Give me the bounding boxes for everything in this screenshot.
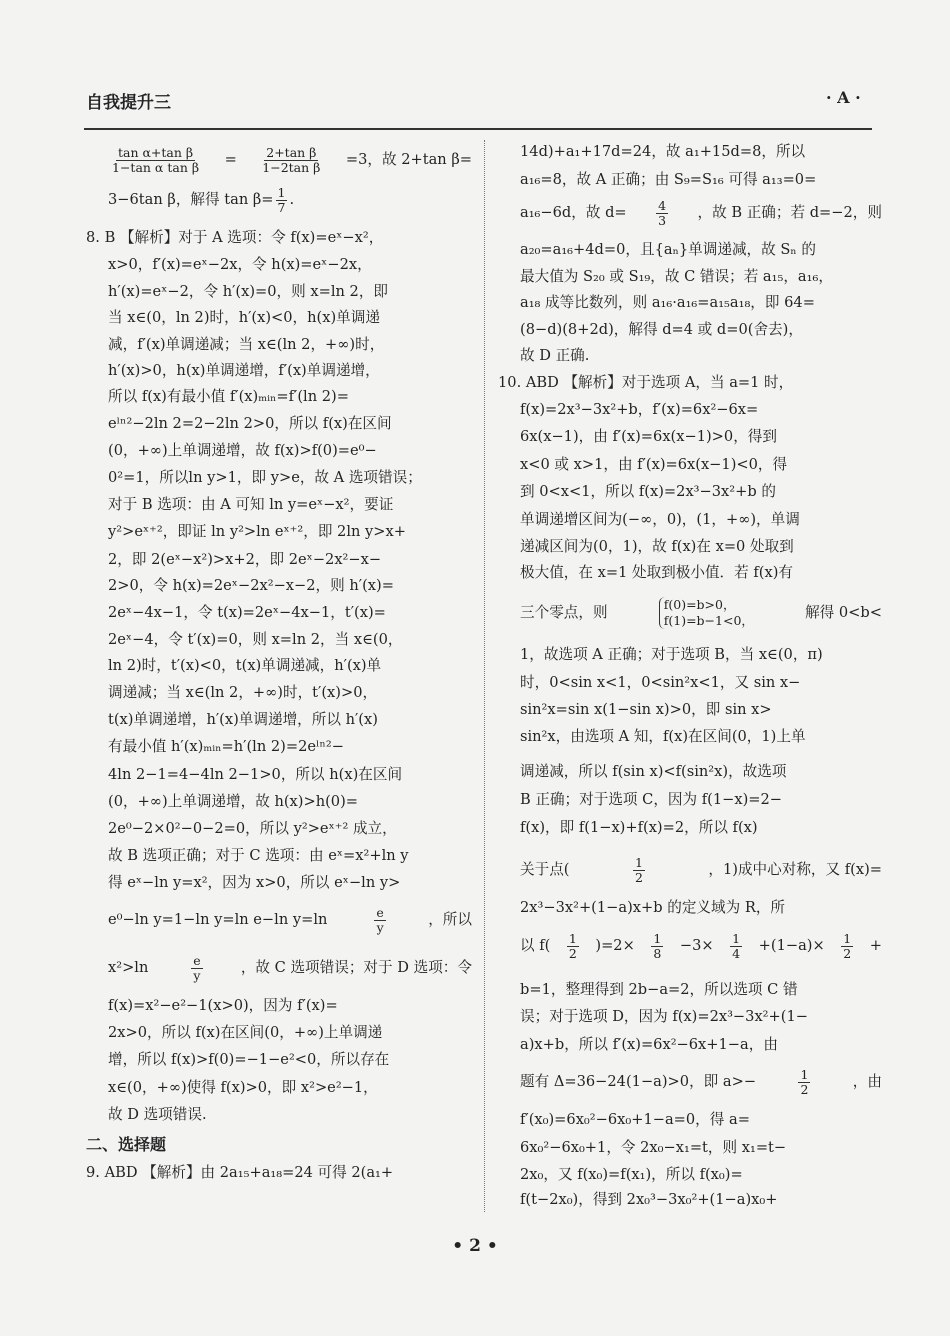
text-line	[108, 706, 472, 734]
text-segment: a₁₆−6d，故 d=	[520, 204, 627, 221]
text-segment: ，故 B 正确；若 d=−2，则	[697, 204, 882, 221]
text-segment: eˡⁿ²−2ln 2=2−2ln 2>0，所以 f(x)在区间	[108, 415, 392, 432]
text-segment: 2x³−3x²+(1−a)x+b 的定义域为 R，所	[520, 899, 786, 916]
fraction-denominator: 8	[653, 945, 662, 961]
text-segment: 当 x∈(0，ln 2)时，h′(x)<0，h(x)单调递	[108, 309, 380, 326]
text-segment: x²>ln	[108, 959, 154, 976]
text-line	[108, 180, 472, 220]
text-line	[108, 383, 472, 411]
fraction-denominator: 7	[277, 199, 286, 215]
text-segment: 关于点(	[520, 861, 570, 878]
text-segment: 2eˣ−4，令 t′(x)=0，则 x=ln 2，当 x∈(0，	[108, 631, 403, 648]
text-segment: x>0，f′(x)=eˣ−2x，令 h(x)=eˣ−2x，	[108, 256, 372, 273]
text-line	[520, 1134, 882, 1162]
fraction-numerator: 4	[658, 197, 667, 213]
fraction	[841, 932, 853, 961]
fraction-denominator: 1−tan α tan β	[112, 159, 200, 175]
text-segment: 对于 B 选项：由 A 可知 ln y=eˣ−x²，要证	[108, 496, 394, 513]
text-segment: 2e⁰−2×0²−0−2=0，所以 y²>eˣ⁺² 成立，	[108, 820, 397, 837]
text-line	[520, 533, 882, 561]
fraction-denominator: 2	[800, 1081, 809, 1097]
text-line	[520, 723, 882, 751]
text-segment: (8−d)(8+2d)，解得 d=4 或 d=0(舍去)，	[520, 321, 803, 338]
text-line	[108, 437, 472, 465]
text-line	[520, 1161, 882, 1189]
fraction-denominator: 4	[732, 945, 741, 961]
text-segment: 6x(x−1)，由 f′(x)=6x(x−1)>0，得到	[520, 428, 777, 445]
text-segment: 2x>0，所以 f(x)在区间(0，+∞)上单调递	[108, 1024, 383, 1041]
text-line	[108, 251, 472, 279]
fraction-numerator: tan α+tan β	[117, 144, 194, 160]
text-line	[520, 850, 882, 890]
text-segment: y²>eˣ⁺²，即证 ln y²>ln eˣ⁺²，即 2ln y>x+	[108, 523, 406, 540]
fraction-denominator: 2	[843, 945, 852, 961]
text-segment: x∈(0，+∞)使得 f(x)>0，即 x²>e²−1，	[108, 1079, 378, 1096]
text-segment: ln 2)时，t′(x)<0，t(x)单调递减，h′(x)单	[108, 657, 382, 674]
text-segment: =3，故 2+tan β=	[345, 151, 472, 168]
text-segment: h′(x)>0，h(x)单调递增，f′(x)单调递增，	[108, 362, 380, 379]
text-segment: 2，即 2(eˣ−x²)>x+2，即 2eˣ−2x²−x−	[108, 551, 382, 568]
text-line	[108, 842, 472, 870]
text-segment: 最大值为 S₂₀ 或 S₁₉，故 C 错误；若 a₁₅，a₁₆，	[520, 268, 833, 285]
text-segment: +	[869, 937, 882, 954]
text-segment: 得 eˣ−ln y=x²，因为 x>0，所以 eˣ−ln y>	[108, 874, 401, 891]
fraction-numerator: 1	[843, 930, 852, 946]
text-line	[520, 786, 882, 814]
equation-system	[659, 597, 754, 629]
text-line	[520, 814, 882, 842]
text-segment: .	[289, 191, 295, 208]
text-segment: +(1−a)×	[758, 937, 825, 954]
text-segment: 1，故选项 A 正确；对于选项 B，当 x∈(0，π)	[520, 646, 823, 663]
text-line	[520, 166, 882, 194]
text-line	[108, 518, 472, 546]
text-line	[520, 976, 882, 1004]
fraction-numerator: 2+tan β	[266, 144, 317, 160]
text-line	[108, 788, 472, 816]
text-line	[520, 559, 882, 587]
text-segment: 时，0<sin x<1，0<sin²x<1，又 sin x−	[520, 674, 801, 691]
text-segment: f(x)=2x³−3x²+b，f′(x)=6x²−6x=	[520, 401, 759, 418]
text-segment: 调递减；当 x∈(ln 2，+∞)时，t′(x)>0，	[108, 684, 378, 701]
fraction	[276, 186, 288, 215]
text-segment: h′(x)=eˣ−2，令 h′(x)=0，则 x=ln 2，即	[108, 283, 389, 300]
text-segment: 三个零点，则	[520, 604, 608, 621]
fraction	[798, 1068, 810, 1097]
text-line	[108, 1074, 472, 1102]
text-segment: 8. B 【解析】对于 A 选项：令 f(x)=eˣ−x²，	[86, 229, 384, 246]
text-segment: 以 f(	[520, 937, 551, 954]
header-rule	[84, 128, 872, 130]
text-line	[520, 193, 882, 233]
text-segment: 递减区间为(0，1)，故 f(x)在 x=0 处取到	[520, 538, 794, 555]
text-line	[108, 304, 472, 332]
fraction-denominator: 2	[634, 869, 643, 885]
text-segment: )=2×	[595, 937, 635, 954]
text-line	[108, 599, 472, 627]
text-segment: ，1)成中心对称，又 f(x)=	[708, 861, 882, 878]
text-line	[520, 451, 882, 479]
fraction	[567, 932, 579, 961]
fraction-numerator: 1	[653, 930, 662, 946]
fraction	[374, 906, 385, 935]
text-segment: b=1，整理得到 2b−a=2，所以选项 C 错	[520, 981, 798, 998]
system-row: f(0)=b>0，	[663, 597, 736, 612]
text-line	[108, 1046, 472, 1074]
text-line	[86, 224, 472, 252]
page-number: • 2 •	[452, 1236, 498, 1256]
fraction-numerator: e	[376, 904, 384, 920]
text-segment: 故 D 选项错误.	[108, 1106, 207, 1123]
fraction	[730, 932, 742, 961]
text-line	[108, 410, 472, 438]
text-segment: 6x₀²−6x₀+1，令 2x₀−x₁=t，则 x₁=t−	[520, 1139, 787, 1156]
text-line	[520, 1106, 882, 1134]
text-segment: 减，f′(x)单调递减；当 x∈(ln 2，+∞)时，	[108, 336, 385, 353]
text-segment: (0，+∞)上单调递增，故 h(x)>h(0)=	[108, 793, 358, 810]
text-line	[520, 506, 882, 534]
text-segment: a)x+b，所以 f′(x)=6x²−6x+1−a，由	[520, 1036, 778, 1053]
fraction	[651, 932, 663, 961]
text-segment: =	[224, 151, 237, 168]
text-line	[520, 641, 882, 669]
fraction-numerator: 1	[568, 930, 577, 946]
text-line	[108, 140, 472, 180]
text-segment: a₁₈ 成等比数列，则 a₁₆·a₁₆=a₁₅a₁₈，即 64=	[520, 294, 815, 311]
text-line	[520, 758, 882, 786]
text-segment: 误；对于选项 D，因为 f(x)=2x³−3x²+(1−	[520, 1008, 808, 1025]
text-line	[520, 894, 882, 922]
text-line	[108, 626, 472, 654]
text-line	[108, 679, 472, 707]
system-row: f(1)=b−1<0，	[663, 613, 754, 628]
column-divider	[484, 140, 485, 1212]
fraction-denominator: y	[193, 967, 201, 983]
fraction-denominator: 3	[658, 212, 667, 228]
text-segment: a₂₀=a₁₆+4d=0，且{aₙ}单调递减，故 Sₙ 的	[520, 241, 816, 258]
text-line	[108, 652, 472, 680]
text-segment: x<0 或 x>1，由 f′(x)=6x(x−1)<0，得	[520, 456, 788, 473]
text-line	[520, 396, 882, 424]
page-header-title: 自我提升三	[86, 93, 171, 113]
text-line	[520, 316, 882, 344]
fraction	[191, 954, 202, 983]
text-line	[108, 761, 472, 789]
text-segment: 2eˣ−4x−1，令 t(x)=2eˣ−4x−1，t′(x)=	[108, 604, 386, 621]
text-segment: t(x)单调递增，h′(x)单调递增，所以 h′(x)	[108, 711, 378, 728]
text-line	[108, 815, 472, 843]
text-line	[498, 369, 882, 397]
text-segment: 3−6tan β，解得 tan β=	[108, 191, 274, 208]
text-line	[520, 478, 882, 506]
text-segment: 单调递增区间为(−∞，0)，(1，+∞)，单调	[520, 511, 800, 528]
text-line	[108, 331, 472, 359]
text-line	[520, 289, 882, 317]
fraction	[656, 199, 668, 228]
text-line	[108, 357, 472, 385]
text-line	[520, 342, 882, 370]
text-segment: ，故 C 选项错误；对于 D 选项：令	[240, 959, 472, 976]
text-segment: f(x)=x²−e²−1(x>0)，因为 f′(x)=	[108, 997, 338, 1014]
text-line	[86, 1131, 472, 1159]
text-segment: sin²x，由选项 A 知，f(x)在区间(0，1)上单	[520, 728, 806, 745]
text-segment: ，由	[852, 1073, 882, 1090]
text-segment: 故 B 选项正确；对于 C 选项：由 eˣ=x²+ln y	[108, 847, 409, 864]
text-line	[520, 423, 882, 451]
text-line	[108, 278, 472, 306]
text-segment: f′(x₀)=6x₀²−6x₀+1−a=0，得 a=	[520, 1111, 750, 1128]
fraction-numerator: 1	[800, 1066, 809, 1082]
text-line	[108, 948, 472, 988]
text-segment: B 正确；对于选项 C，因为 f(1−x)=2−	[520, 791, 783, 808]
text-line	[520, 1003, 882, 1031]
fraction-numerator: e	[193, 952, 201, 968]
text-segment: 9. ABD 【解析】由 2a₁₅+a₁₈=24 可得 2(a₁+	[86, 1164, 394, 1181]
text-line	[520, 138, 882, 166]
text-segment: 4ln 2−1=4−4ln 2−1>0，所以 h(x)在区间	[108, 766, 403, 783]
text-line	[108, 572, 472, 600]
text-segment: e⁰−ln y=1−ln y=ln e−ln y=ln	[108, 911, 333, 928]
text-segment: 解得 0<b<	[805, 604, 882, 621]
text-line	[108, 464, 472, 492]
text-segment: 0²=1，所以ln y>1，即 y>e，故 A 选项错误；	[108, 469, 422, 486]
text-line	[86, 1159, 472, 1187]
text-line	[520, 236, 882, 264]
text-line	[520, 926, 882, 966]
text-segment: 14d)+a₁+17d=24，故 a₁+15d=8，所以	[520, 143, 806, 160]
text-segment: f(t−2x₀)，得到 2x₀³−3x₀²+(1−a)x₀+	[520, 1191, 778, 1208]
text-segment: 2x₀，又 f(x₀)=f(x₁)，所以 f(x₀)=	[520, 1166, 743, 1183]
text-segment: (0，+∞)上单调递增，故 f(x)>f(0)=e⁰−	[108, 442, 377, 459]
text-segment: 有最小值 h′(x)ₘᵢₙ=h′(ln 2)=2eˡⁿ²−	[108, 738, 344, 755]
text-segment: ，所以	[428, 911, 472, 928]
text-line	[108, 546, 472, 574]
text-line	[520, 1186, 882, 1214]
text-segment: −3×	[679, 937, 714, 954]
text-segment: sin²x=sin x(1−sin x)>0，即 sin x>	[520, 701, 772, 718]
text-line	[108, 1101, 472, 1129]
text-line	[520, 593, 882, 633]
text-segment: f(x)，即 f(1−x)+f(x)=2，所以 f(x)	[520, 819, 758, 836]
text-segment: 所以 f(x)有最小值 f′(x)ₘᵢₙ=f′(ln 2)=	[108, 388, 349, 405]
text-segment: a₁₆=8，故 A 正确；由 S₉=S₁₆ 可得 a₁₃=0=	[520, 171, 817, 188]
text-segment: 到 0<x<1，所以 f(x)=2x³−3x²+b 的	[520, 483, 776, 500]
fraction	[260, 146, 322, 175]
text-segment: 2>0，令 h(x)=2eˣ−2x²−x−2，则 h′(x)=	[108, 577, 394, 594]
text-segment: 二、选择题	[86, 1135, 167, 1154]
text-segment: 故 D 正确.	[520, 347, 590, 364]
text-segment: 增，所以 f(x)>f(0)=−1−e²<0，所以存在	[108, 1051, 390, 1068]
text-line	[108, 1019, 472, 1047]
fraction	[633, 856, 645, 885]
text-line	[108, 733, 472, 761]
fraction	[110, 146, 201, 175]
page-header-mark: · A ·	[826, 88, 861, 107]
text-line	[520, 263, 882, 291]
fraction-denominator: 1−2tan β	[262, 159, 321, 175]
fraction-numerator: 1	[732, 930, 741, 946]
text-line	[108, 900, 472, 940]
text-line	[108, 491, 472, 519]
text-segment: 题有 Δ=36−24(1−a)>0，即 a>−	[520, 1073, 757, 1090]
fraction-numerator: 1	[277, 184, 286, 200]
text-line	[520, 1062, 882, 1102]
fraction-denominator: 2	[568, 945, 577, 961]
text-line	[520, 696, 882, 724]
text-segment: 极大值，在 x=1 处取到极小值．若 f(x)有	[520, 564, 793, 581]
text-line	[108, 869, 472, 897]
text-segment: 10. ABD 【解析】对于选项 A，当 a=1 时，	[498, 374, 794, 391]
text-line	[520, 669, 882, 697]
fraction-denominator: y	[376, 919, 384, 935]
text-line	[520, 1031, 882, 1059]
text-segment: 调递减，所以 f(sin x)<f(sin²x)，故选项	[520, 763, 787, 780]
text-line	[108, 992, 472, 1020]
fraction-numerator: 1	[634, 854, 643, 870]
